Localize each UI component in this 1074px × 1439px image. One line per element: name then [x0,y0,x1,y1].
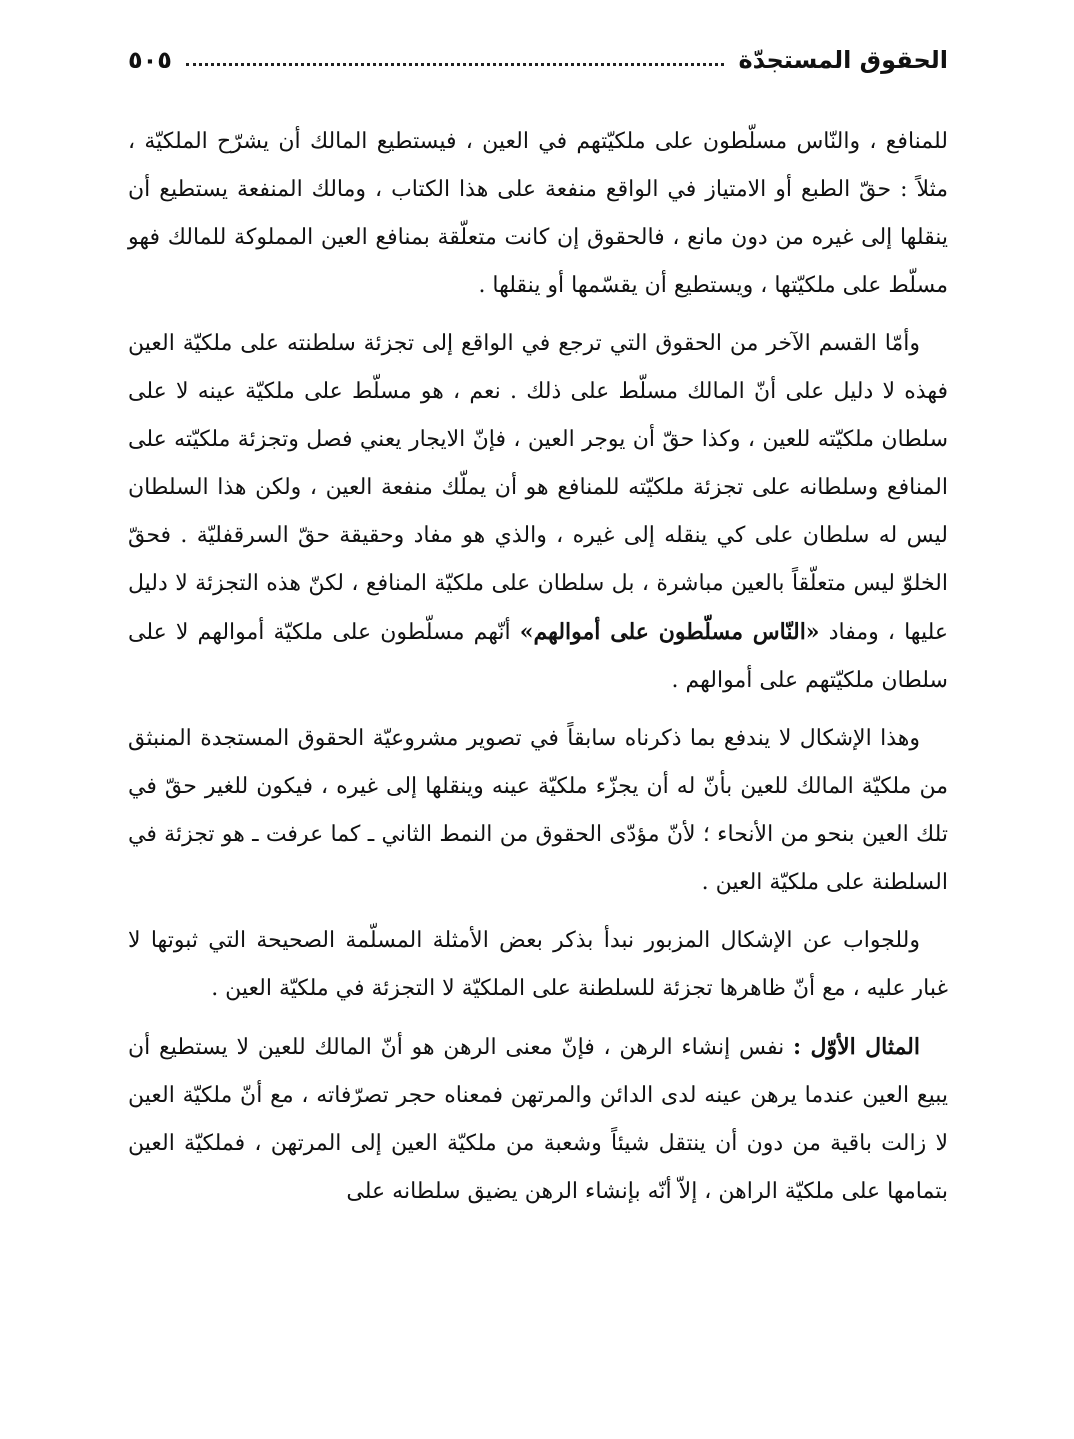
example-label: المثال الأوّل : [792,1034,920,1060]
paragraph-2 [128,320,948,705]
header-dot-leader [186,63,725,66]
paragraph-2-part-1: وأمّا القسم الآخر من الحقوق التي ترجع في الواقع إلى تجزئة سلطنته على ملكيّة العين فهذه لا دليل على أنّ المالك مسلّط على ذلك . نعم ، هو مسلّط على ملكيّة عينه لا على سلطان ملكيّته للعين ، وكذا حقّ أن يوجر العين ، فإنّ الايجار يعني فصل وتجزئة ملكيّته على المنافع وسلطانه على تجزئة ملكيّته للمنافع هو أن يملّك منفعة العين ، ولكن هذا السلطان ليس له سلطان على كي ينقله إلى غيره ، والذي هو مفاد وحقيقة حقّ السرقفليّة . فحقّ الخلوّ ليس متعلّقاً بالعين مباشرة ، بل سلطان على ملكيّة المنافع ، لكنّ هذه التجزئة لا دليل عليها ، ومفاد [128,331,948,645]
header-title: الحقوق المستجدّة [738,46,948,74]
page-number: ٥٠٥ [128,46,172,74]
paragraph-5 [128,1023,948,1216]
running-header [128,40,948,80]
page-body [128,118,948,1226]
hadith-quote: «النّاس مسلّطون على أموالهم» [519,619,820,645]
paragraph-2-part-2: أنّهم مسلّطون على ملكيّة أموالهم لا على سلطان ملكيّتهم على أموالهم . [128,620,948,693]
paragraph-1: للمنافع ، والنّاس مسلّطون على ملكيّتهم في العين ، فيستطيع المالك أن يشرّح الملكيّة ، مثلاً : حقّ الطبع أو الامتياز في الواقع منفعة على هذا الكتاب ، ومالك المنفعة يستطيع أن ينقلها إلى غيره من دون مانع ، فالحقوق إن كانت متعلّقة بمنافع العين المملوكة للمالك فهو مسلّط على ملكيّتها ، ويستطيع أن يقسّمها أو ينقلها . [128,129,948,298]
paragraph-3: وهذا الإشكال لا يندفع بما ذكرناه سابقاً في تصوير مشروعيّة الحقوق المستجدة المنبثق من ملكيّة المالك للعين بأنّ له أن يجزّء ملكيّة عينه وينقلها إلى غيره ، فيكون للغير حقّ في تلك العين بنحو من الأنحاء ؛ لأنّ مؤدّى الحقوق من النمط الثاني ـ كما عرفت ـ هو تجزئة في السلطنة على ملكيّة العين . [128,726,948,895]
paragraph-5-text: نفس إنشاء الرهن ، فإنّ معنى الرهن هو أنّ المالك للعين لا يستطيع أن يبيع العين عندما يرهن عينه لدى الدائن والمرتهن فمعناه حجر تصرّفاته ، مع أنّ ملكيّة العين لا زالت باقية من دون أن ينتقل شيئاً وشعبة من ملكيّة العين إلى المرتهن ، فملكيّة العين بتمامها على ملكيّة الراهن ، إلاّ أنّه بإنشاء الرهن يضيق سلطانه على [128,1035,948,1204]
paragraph-4: وللجواب عن الإشكال المزبور نبدأ بذكر بعض الأمثلة المسلّمة الصحيحة التي ثبوتها لا غبار عليه ، مع أنّ ظاهرها تجزئة للسلطنة على الملكيّة لا التجزئة في ملكيّة العين . [128,928,948,1001]
